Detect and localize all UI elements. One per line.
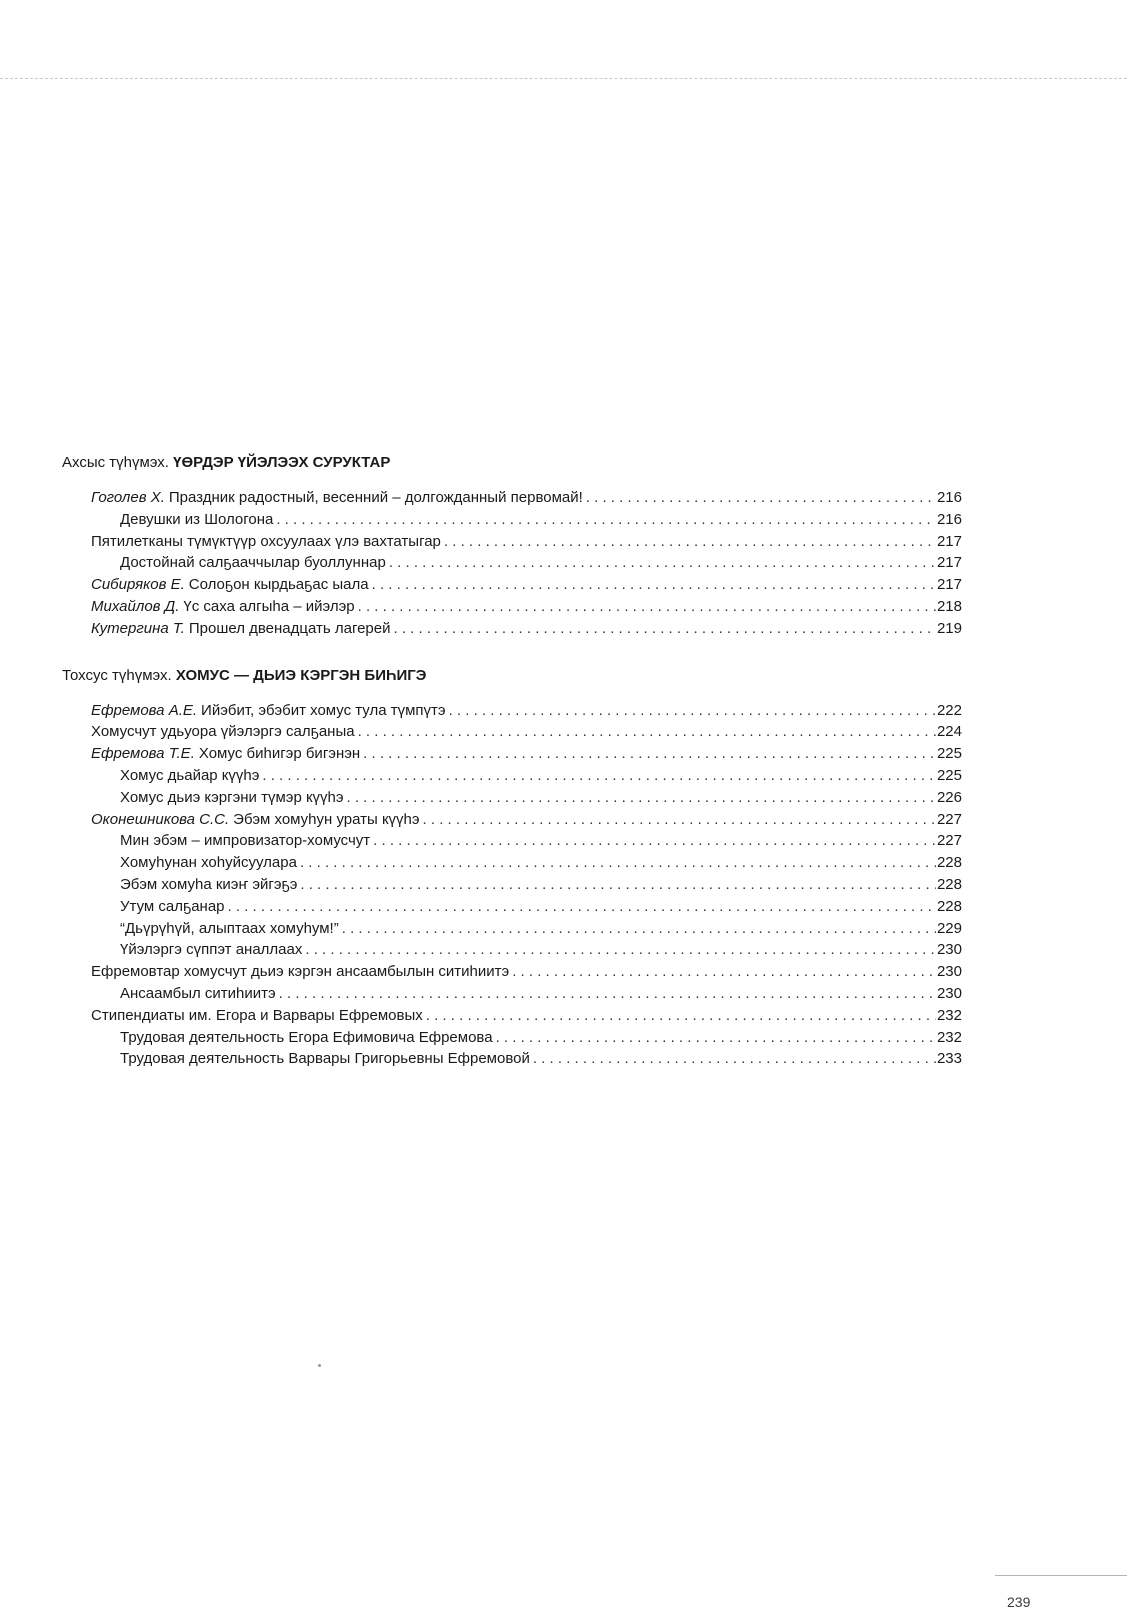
entry-page-number: 233 (936, 1050, 962, 1068)
toc-entry (62, 830, 962, 852)
dot-leader (262, 765, 936, 787)
entry-author: Ефремова А.Е. (91, 701, 198, 719)
entry-title: Хомуһунан хоһуйсуулара (120, 854, 297, 872)
entry-title: Утум салҕанар (120, 897, 225, 915)
entry-page-number: 230 (936, 963, 962, 981)
entry-title: Эбэм хомуһун ураты күүһэ (233, 810, 420, 828)
dot-leader (496, 1027, 936, 1049)
entry-author: Ефремова Т.Е. (91, 745, 195, 763)
entry-title: Трудовая деятельность Егора Ефимовича Ефремова (120, 1028, 493, 1046)
entry-title: Девушки из Шологона (120, 510, 274, 528)
toc-entry (62, 743, 962, 765)
entry-page-number: 217 (936, 532, 962, 550)
dot-leader (300, 874, 936, 896)
entry-title: Прошел двенадцать лагерей (188, 619, 391, 637)
dot-leader (363, 743, 936, 765)
entry-page-number: 232 (936, 1028, 962, 1046)
toc-entry (62, 531, 962, 553)
entry-title: Эбэм хомуһа киэҥ эйгэҕэ (120, 875, 298, 893)
toc-entry (62, 509, 962, 531)
section-title: ХОМУС — ДЬИЭ КЭРГЭН БИҺИГЭ (175, 666, 427, 684)
entry-author: Кутергина Т. (91, 619, 185, 637)
entry-author: Гоголев Х. (91, 489, 165, 506)
toc-entry (62, 918, 962, 940)
toc-entry (62, 721, 962, 743)
entry-author: Оконешникова С.С. (91, 810, 230, 828)
entry-page-number: 216 (936, 510, 962, 528)
toc-entry (62, 874, 962, 896)
entry-title: Хомус дьиэ кэргэни түмэр күүһэ (120, 788, 344, 806)
toc-entry (62, 1048, 962, 1070)
dot-leader (423, 809, 936, 831)
entry-page-number: 224 (936, 723, 962, 741)
entry-page-number: 217 (936, 554, 962, 572)
dot-leader (449, 700, 936, 722)
dot-leader (372, 574, 936, 596)
dot-leader (276, 509, 936, 531)
toc-entry (62, 596, 962, 618)
dot-leader (512, 961, 936, 983)
entry-title: Достойнай салҕааччылар буоллуннар (120, 554, 386, 572)
entry-page-number: 228 (936, 854, 962, 872)
entry-title: Хомусчут удьуора үйэлэргэ салҕаныа (91, 723, 355, 741)
entry-title: Пятилетканы түмүктүүр охсуулаах үлэ вахтатыгар (91, 532, 441, 550)
page-number: 239 (1007, 1594, 1031, 1610)
dot-leader (347, 787, 936, 809)
entry-title: Стипендиаты им. Егора и Варвары Ефремовых (91, 1006, 423, 1024)
entry-page-number: 227 (936, 832, 962, 850)
entry-title: Хомус дьайар күүһэ (120, 766, 260, 784)
entry-page-number: 225 (936, 766, 962, 784)
entry-page-number: 228 (936, 875, 962, 893)
entry-title: Үйэлэргэ сүппэт аналлаах (120, 941, 303, 959)
entry-title: Үс саха алгыһа – ийэлэр (183, 597, 355, 615)
dot-leader (342, 918, 936, 940)
toc-entry (62, 700, 962, 722)
entry-page-number: 230 (936, 984, 962, 1002)
table-of-contents (62, 453, 962, 1096)
entry-title: Ийэбит, эбэбит хомус тула түмпүтэ (201, 701, 446, 719)
entry-author: Сибиряков Е. (91, 576, 185, 594)
toc-entry (62, 809, 962, 831)
section-heading (62, 453, 962, 473)
dot-leader (533, 1048, 936, 1070)
entry-page-number: 219 (936, 619, 962, 637)
dot-leader (305, 939, 936, 961)
entry-page-number: 222 (936, 701, 962, 719)
entry-page-number: 218 (936, 597, 962, 615)
toc-entry (62, 487, 962, 509)
toc-entry (62, 765, 962, 787)
dot-leader (586, 487, 936, 509)
entry-title: Ансаамбыл ситиһиитэ (120, 984, 276, 1002)
dot-leader (228, 896, 936, 918)
scan-speck (318, 1364, 321, 1367)
toc-entry (62, 618, 962, 640)
entry-title: “Дьүрүһүй, алыптаах хомуһум!” (120, 919, 339, 937)
dot-leader (389, 552, 936, 574)
dot-leader (358, 596, 936, 618)
entry-title: Солоҕон кырдьаҕас ыала (188, 576, 369, 594)
entry-page-number: 225 (936, 745, 962, 763)
entry-page-number: 216 (936, 489, 962, 506)
entry-title: Ефремовтар хомусчут дьиэ кэргэн ансаамбылын ситиһиитэ (91, 963, 510, 981)
entry-page-number: 232 (936, 1006, 962, 1024)
section-prefix: Ахсыс түһүмэх. (62, 454, 169, 471)
toc-entry (62, 983, 962, 1005)
entry-title: Трудовая деятельность Варвары Григорьевны Ефремовой (120, 1050, 530, 1068)
dot-leader (444, 531, 936, 553)
toc-entry (62, 896, 962, 918)
section-prefix: Тохсус түһүмэх. (62, 666, 172, 684)
section-title: ҮӨРДЭР ҮЙЭЛЭЭХ СУРУКТАР (173, 454, 391, 471)
toc-entry (62, 939, 962, 961)
dot-leader (373, 830, 936, 852)
toc-entry (62, 852, 962, 874)
toc-entry (62, 961, 962, 983)
entry-author: Михайлов Д. (91, 597, 180, 615)
top-rule (0, 78, 1127, 79)
entry-page-number: 230 (936, 941, 962, 959)
toc-entry (62, 1005, 962, 1027)
entry-title: Хомус биһигэр бигэнэн (198, 745, 361, 763)
toc-section (62, 666, 962, 1071)
toc-entry (62, 552, 962, 574)
dot-leader (358, 721, 936, 743)
section-heading (62, 666, 962, 686)
toc-entry (62, 787, 962, 809)
entry-page-number: 228 (936, 897, 962, 915)
entry-title: Праздник радостный, весенний – долгожданный первомай! (168, 489, 583, 506)
entry-page-number: 226 (936, 788, 962, 806)
footer-rule (995, 1575, 1127, 1576)
toc-section (62, 453, 962, 640)
dot-leader (279, 983, 936, 1005)
entry-page-number: 227 (936, 810, 962, 828)
dot-leader (300, 852, 936, 874)
dot-leader (394, 618, 936, 640)
dot-leader (426, 1005, 936, 1027)
entry-page-number: 217 (936, 576, 962, 594)
toc-entry (62, 1027, 962, 1049)
toc-entry (62, 574, 962, 596)
entry-page-number: 229 (936, 919, 962, 937)
entry-title: Мин эбэм – импровизатор-хомусчут (120, 832, 371, 850)
